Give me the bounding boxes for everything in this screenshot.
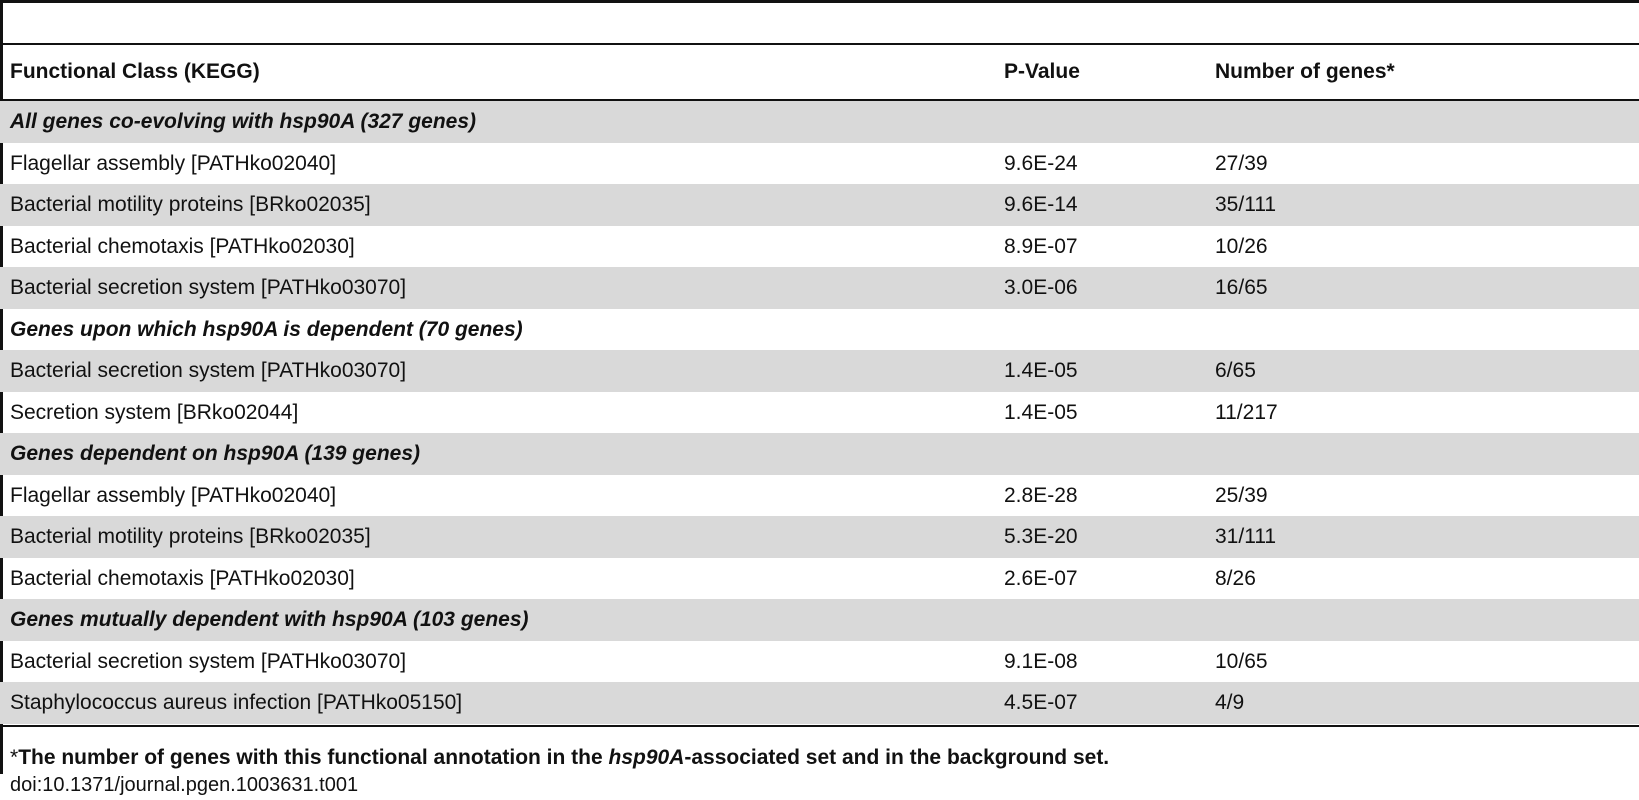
table-row xyxy=(0,475,1639,517)
footnote-text-italic: hsp90A xyxy=(608,746,685,769)
doi-line: doi:10.1371/journal.pgen.1003631.t001 xyxy=(10,774,359,796)
section-label: All genes co-evolving with hsp90A (327 genes) xyxy=(10,110,477,133)
table-row xyxy=(0,350,1639,392)
cell-number-of-genes: 31/111 xyxy=(1215,525,1277,548)
cell-functional-class: Flagellar assembly [PATHko02040] xyxy=(10,151,337,175)
cell-number-of-genes: 25/39 xyxy=(1215,483,1268,507)
table-row xyxy=(0,226,1639,268)
header-number-of-genes: Number of genes* xyxy=(1215,60,1395,83)
section-label: Genes upon which hsp90A is dependent (70 genes) xyxy=(10,317,523,341)
table-top-rule xyxy=(0,0,1639,3)
footnote-text-before: The number of genes with this functional annotation in the xyxy=(18,746,609,769)
table-row xyxy=(0,392,1639,434)
section-row xyxy=(0,599,1639,641)
cell-p-value: 1.4E-05 xyxy=(1004,359,1078,382)
cell-p-value: 9.6E-14 xyxy=(1004,193,1078,216)
cell-functional-class: Bacterial secretion system [PATHko03070] xyxy=(10,276,407,299)
table-row xyxy=(0,143,1639,185)
cell-number-of-genes: 4/9 xyxy=(1215,691,1245,714)
cell-functional-class: Bacterial motility proteins [BRko02035] xyxy=(10,525,371,548)
table-row xyxy=(0,558,1639,600)
table-row xyxy=(0,267,1639,309)
table-row xyxy=(0,682,1639,724)
cell-p-value: 9.6E-24 xyxy=(1004,151,1078,175)
cell-number-of-genes: 6/65 xyxy=(1215,359,1256,382)
footnote-text-after: -associated set and in the background set. xyxy=(684,746,1110,769)
cell-number-of-genes: 8/26 xyxy=(1215,566,1256,590)
cell-functional-class: Bacterial motility proteins [BRko02035] xyxy=(10,193,371,216)
footnote-marker: * xyxy=(10,746,19,769)
cell-p-value: 2.8E-28 xyxy=(1004,483,1078,507)
cell-functional-class: Flagellar assembly [PATHko02040] xyxy=(10,483,337,507)
cell-p-value: 3.0E-06 xyxy=(1004,276,1078,299)
table-body xyxy=(0,101,1639,724)
section-row xyxy=(0,433,1639,475)
cell-p-value: 1.4E-05 xyxy=(1004,400,1078,424)
cell-functional-class: Bacterial secretion system [PATHko03070] xyxy=(10,359,407,382)
cell-p-value: 8.9E-07 xyxy=(1004,234,1078,258)
table-footnote xyxy=(10,744,1109,772)
cell-number-of-genes: 10/65 xyxy=(1215,649,1268,673)
cell-functional-class: Secretion system [BRko02044] xyxy=(10,400,299,424)
cell-number-of-genes: 16/65 xyxy=(1215,276,1268,299)
header-functional-class: Functional Class (KEGG) xyxy=(10,60,260,83)
cell-number-of-genes: 27/39 xyxy=(1215,151,1268,175)
cell-number-of-genes: 35/111 xyxy=(1215,193,1277,216)
section-label: Genes mutually dependent with hsp90A (103 genes) xyxy=(10,608,529,631)
table-row xyxy=(0,641,1639,683)
cell-p-value: 9.1E-08 xyxy=(1004,649,1078,673)
cell-functional-class: Bacterial chemotaxis [PATHko02030] xyxy=(10,234,355,258)
table-bottom-rule xyxy=(0,725,1639,727)
cell-functional-class: Bacterial chemotaxis [PATHko02030] xyxy=(10,566,355,590)
table-row xyxy=(0,516,1639,558)
cell-number-of-genes: 10/26 xyxy=(1215,234,1268,258)
section-row xyxy=(0,101,1639,143)
cell-p-value: 4.5E-07 xyxy=(1004,691,1078,714)
header-p-value: P-Value xyxy=(1004,60,1080,83)
cell-number-of-genes: 11/217 xyxy=(1215,400,1278,424)
cell-functional-class: Staphylococcus aureus infection [PATHko05150] xyxy=(10,691,463,714)
cell-p-value: 2.6E-07 xyxy=(1004,566,1078,590)
table-header xyxy=(0,45,1639,99)
section-row xyxy=(0,309,1639,351)
section-label: Genes dependent on hsp90A (139 genes) xyxy=(10,442,420,465)
table-row xyxy=(0,184,1639,226)
cell-functional-class: Bacterial secretion system [PATHko03070] xyxy=(10,649,407,673)
cell-p-value: 5.3E-20 xyxy=(1004,525,1078,548)
